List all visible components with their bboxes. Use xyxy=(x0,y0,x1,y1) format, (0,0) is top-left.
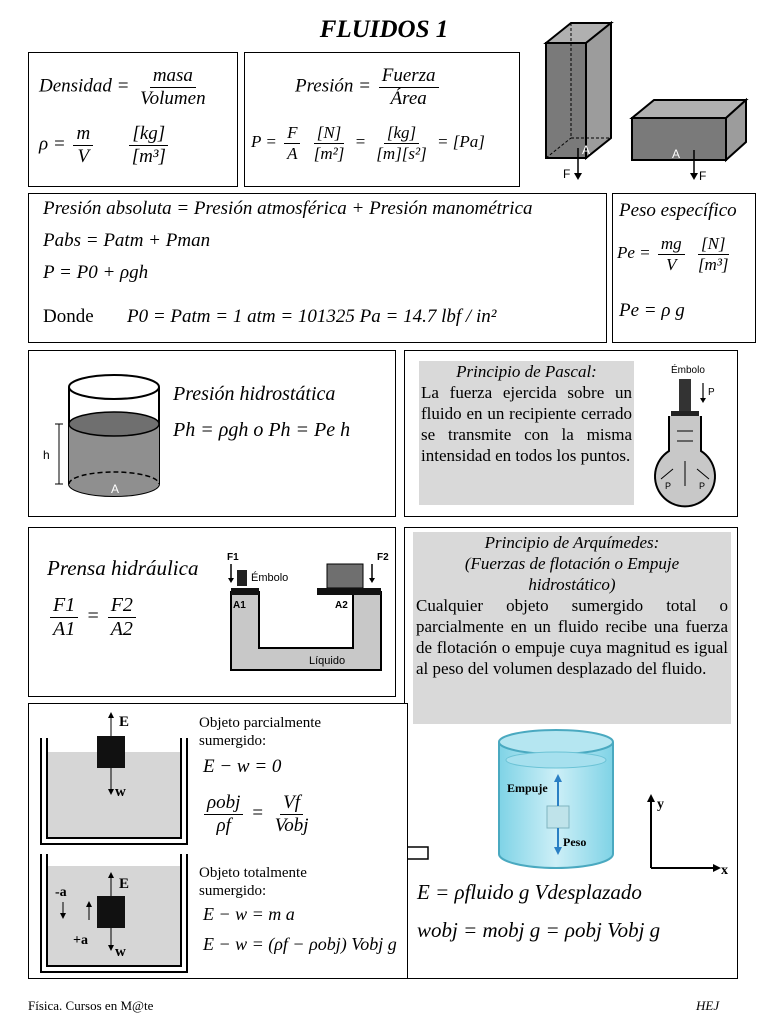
pressure-box xyxy=(244,52,520,187)
svg-text:P: P xyxy=(665,481,672,491)
x-axis-label: x xyxy=(721,863,728,878)
total-e-label: E xyxy=(119,876,130,892)
partial-ratio-formula: $\frac{\text{ρobj}}{\rho f}$ = $\frac{Vf}{\text{Vobj}}$ xyxy=(201,792,315,837)
xy-axes xyxy=(641,788,733,878)
density-formula: Densidad = $\frac{\text{masa}}{\text{Volumen}}$ xyxy=(39,65,206,109)
svg-text:P: P xyxy=(699,481,706,491)
specific-weight-box xyxy=(612,193,756,343)
footer-right: HEJ xyxy=(696,998,720,1013)
tall-prism-area-label: A xyxy=(582,143,591,157)
f2-label: F2 xyxy=(377,552,389,563)
liquid-label: Líquido xyxy=(309,655,346,667)
hydraulic-press-illustration xyxy=(217,548,393,678)
minus-a-label: -a xyxy=(55,885,67,900)
pascal-illustration xyxy=(649,361,737,511)
a1-label: A1 xyxy=(233,600,246,611)
buoyancy-illustration xyxy=(491,726,621,874)
wide-prism-force-label: F xyxy=(699,169,707,183)
object-weight-formula: wobj = mobj g = ρobj Vobj g xyxy=(417,918,661,942)
pressure-formula: Presión = $\frac{\text{Fuerza}}{\text{Área}}$ xyxy=(295,65,442,110)
hydraulic-press-box xyxy=(28,527,396,697)
specific-weight-density-formula: Pe = ρ g xyxy=(619,300,685,321)
hydraulic-press-formula: $\frac{F1}{A1}$ = $\frac{F2}{A2}$ xyxy=(47,594,139,641)
pressure-depth-formula: P = P0 + ρgh xyxy=(43,262,149,283)
a2-label: A2 xyxy=(335,600,348,611)
archimedes-title: Principio de Arquímedes: xyxy=(484,533,660,552)
archimedes-text-panel xyxy=(413,532,731,724)
tall-prism xyxy=(546,23,611,181)
absolute-pressure-definition: Presión absoluta = Presión atmosférica + Presión manométrica xyxy=(43,198,533,219)
prisms-illustration xyxy=(536,18,758,188)
donde-label: Donde xyxy=(43,306,94,327)
total-title: Objeto totalmente sumergido: xyxy=(199,865,307,899)
y-axis-label: y xyxy=(657,797,664,812)
pascal-title: Principio de Pascal: xyxy=(456,362,597,381)
pascal-text-panel xyxy=(419,361,634,505)
submerged-objects-box xyxy=(28,703,408,979)
density-box xyxy=(28,52,238,187)
partial-equilibrium-formula: E − w = 0 xyxy=(203,756,282,777)
hydraulic-press-title: Prensa hidráulica xyxy=(47,556,199,580)
partial-e-label: E xyxy=(119,714,130,730)
archimedes-box xyxy=(404,527,738,979)
pascal-embolo-label: Émbolo xyxy=(671,365,705,376)
absolute-pressure-box xyxy=(28,193,607,343)
buoyancy-label: Empuje xyxy=(507,781,548,795)
cylinder-illustration xyxy=(39,369,189,509)
submerged-illustration xyxy=(35,708,195,976)
press-embolo-label: Émbolo xyxy=(251,572,289,584)
absolute-pressure-formula: Pabs = Patm + Pman xyxy=(43,230,211,251)
cylinder-area-label: A xyxy=(111,482,120,496)
footer-left: Física. Cursos en M@te xyxy=(28,998,154,1013)
depth-label: h xyxy=(43,448,50,462)
density-rho-formula: ρ = $\frac{m}{V}$ $\frac{[kg]}{\text{[m³]}}$ xyxy=(39,123,172,168)
total-newton-formula: E − w = m a xyxy=(203,904,295,924)
page-title: FLUIDOS 1 xyxy=(319,16,449,43)
buoyancy-formula: E = ρfluido g Vdesplazado xyxy=(417,880,642,904)
specific-weight-formula: Pe = $\frac{mg}{V}$ $\frac{[N]}{\text{[m³]}}$ xyxy=(617,234,729,274)
f1-label: F1 xyxy=(227,552,239,563)
hydrostatic-formula: Ph = ρgh o Ph = Pe h xyxy=(173,419,351,441)
total-density-formula: E − w = (ρf − ρobj) Vobj g xyxy=(203,934,397,954)
archimedes-subtitle: (Fuerzas de flotación o Empuje hidrostático) xyxy=(464,554,680,594)
wide-prism-area-label: A xyxy=(672,147,681,161)
wide-prism xyxy=(632,100,746,183)
hydrostatic-box xyxy=(28,350,396,517)
total-w-label: w xyxy=(115,944,126,960)
pressure-units-formula: P = $\frac{F}{A}$ $\frac{[N]}{\text{[m²]}}$ = $\frac{[kg]}{\text{[m][s²]}}$ = [Pa] xyxy=(251,123,485,163)
pascal-box xyxy=(404,350,738,517)
weight-label: Peso xyxy=(563,835,587,849)
plus-a-label: +a xyxy=(73,933,88,948)
tall-prism-force-label: F xyxy=(563,167,571,181)
pascal-pressure-label: P xyxy=(708,387,715,398)
specific-weight-title: Peso específico xyxy=(619,200,737,221)
pascal-text: La fuerza ejercida sobre un fluido en un recipiente cerrado se transmite con la misma intensidad en todos los puntos. xyxy=(421,383,632,465)
partial-w-label: w xyxy=(115,784,126,800)
archimedes-text: Cualquier objeto sumergido total o parcialmente en un fluido recibe una fuerza de flotación o empuje cuya magnitud es igual al peso del volumen desplazado del fluido. xyxy=(416,596,728,678)
hydrostatic-title: Presión hidrostática xyxy=(173,383,336,405)
atmospheric-pressure-value: P0 = Patm = 1 atm = 101325 Pa = 14.7 lbf / in² xyxy=(127,306,497,327)
partial-title: Objeto parcialmente sumergido: xyxy=(199,715,322,749)
